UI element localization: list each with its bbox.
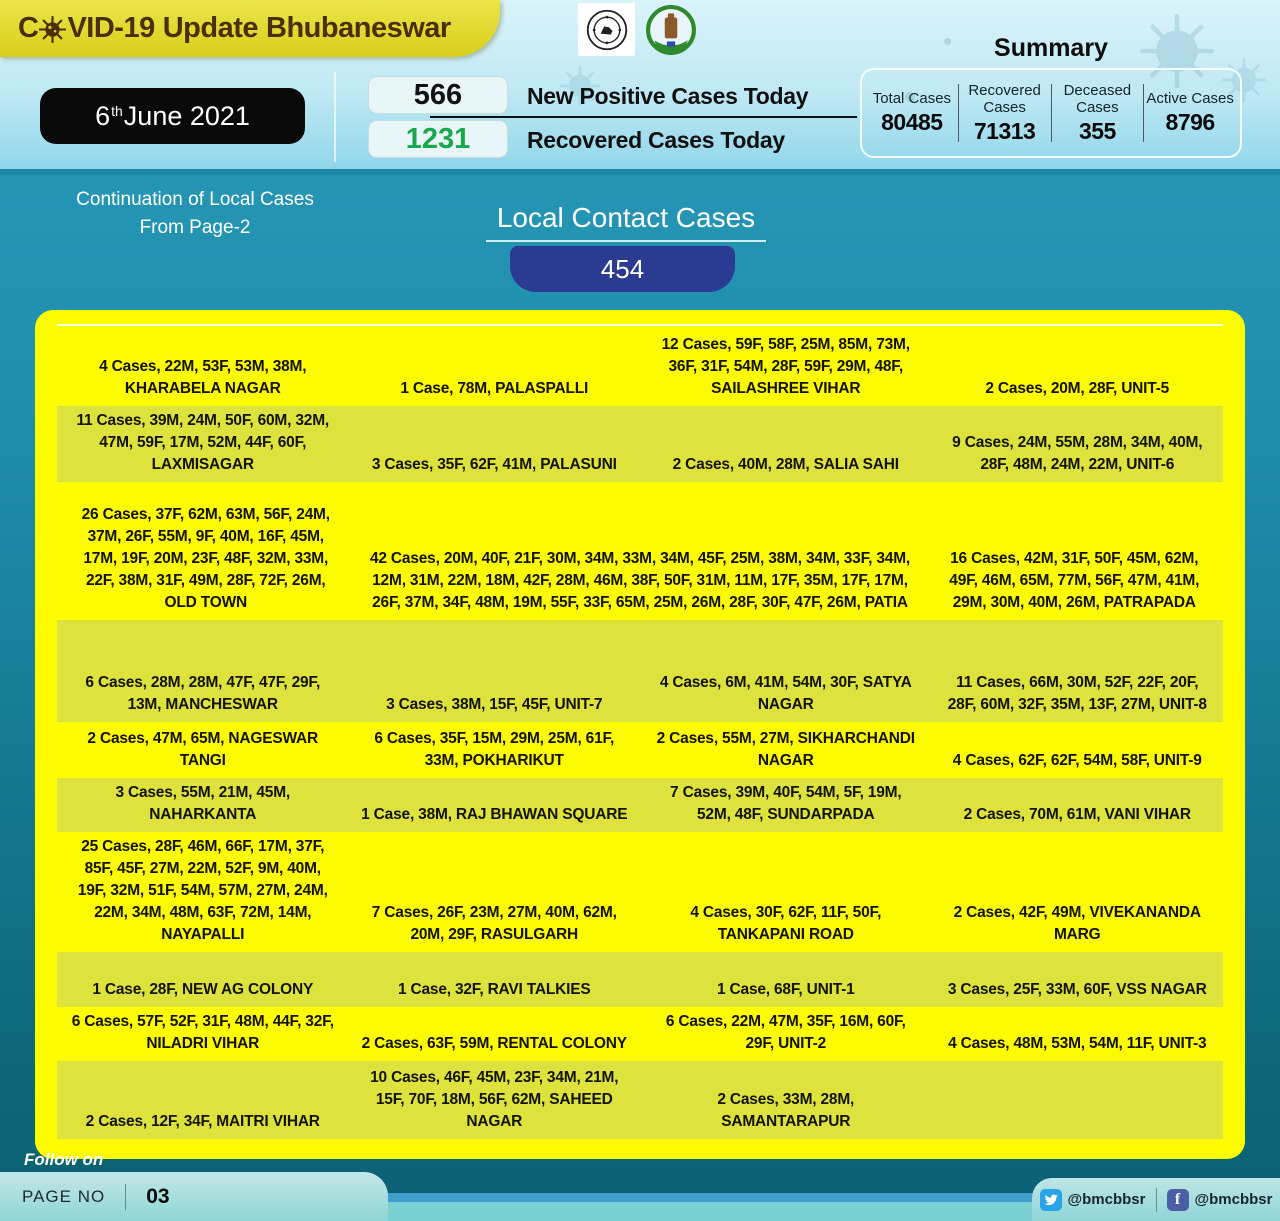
new-positive-label: New Positive Cases Today	[527, 83, 809, 109]
case-cell: 6 Cases, 22M, 47M, 35F, 16M, 60F, 29F, UNIT-2	[665, 1013, 906, 1052]
case-cell: 25 Cases, 28F, 46M, 66F, 17M, 37F, 85F, 45F, 27M, 22M, 52F, 9M, 40M, 19F, 32M, 51F, 54M, 57M, 27M, 24M, 22M, 34M, 48M, 63F, 72M, 14M, NAYAPALLI	[77, 838, 328, 943]
case-cell: 9 Cases, 24M, 55M, 28M, 34M, 40M, 28F, 48M, 24M, 22M, UNIT-6	[952, 434, 1203, 473]
table-row	[57, 722, 1223, 778]
case-cell: 3 Cases, 38M, 15F, 45F, UNIT-7	[386, 696, 603, 713]
summary-box	[860, 68, 1242, 158]
case-cell: 6 Cases, 57F, 52F, 31F, 48M, 44F, 32F, NILADRI VIHAR	[71, 1013, 334, 1052]
date-day: 6	[95, 100, 111, 131]
title-update: Update	[162, 12, 259, 44]
table-row	[57, 482, 1223, 620]
table-top-rule	[57, 310, 1223, 326]
cases-table	[35, 310, 1245, 1159]
case-cell: 2 Cases, 20M, 28F, UNIT-5	[985, 380, 1170, 397]
top-header	[0, 0, 1280, 175]
facebook-handle[interactable]: @bmcbbsr	[1194, 1191, 1273, 1208]
title-covid-prefix: C	[18, 12, 39, 44]
table-row	[57, 406, 1223, 482]
title-covid-suffix: VID-19	[67, 12, 155, 44]
case-cell: 2 Cases, 63F, 59M, RENTAL COLONY	[361, 1035, 627, 1052]
header-divider	[334, 72, 336, 162]
bmc-logo	[642, 3, 699, 56]
continuation-note	[30, 186, 360, 242]
case-cell: 16 Cases, 42M, 31F, 50F, 45M, 62M, 49F, 46M, 65M, 77M, 56F, 47M, 41M, 29M, 30M, 40M, 26M, PATRAPADA	[949, 550, 1200, 611]
date-pill	[40, 88, 305, 144]
case-cell: 4 Cases, 62F, 62F, 54M, 58F, UNIT-9	[952, 752, 1202, 769]
table-row	[57, 832, 1223, 952]
facebook-link[interactable]	[1167, 1189, 1273, 1211]
case-cell: 2 Cases, 33M, 28M, SAMANTARAPUR	[717, 1091, 855, 1130]
case-cell: 3 Cases, 35F, 62F, 41M, PALASUNI	[371, 456, 617, 473]
social-tab	[1032, 1178, 1280, 1221]
local-contact-count-badge: 454	[510, 246, 735, 292]
summary-label: Recovered Cases	[968, 81, 1041, 116]
date-rest: June 2021	[123, 100, 250, 131]
page-no-label: PAGE NO	[22, 1186, 106, 1206]
summary-label: Active Cases	[1146, 90, 1234, 107]
summary-value: 355	[1078, 117, 1116, 144]
new-positive-count: 566	[368, 76, 508, 114]
case-cell: 3 Cases, 25F, 33M, 60F, VSS NAGAR	[947, 981, 1207, 998]
page-tab-divider	[125, 1184, 126, 1210]
page-no-value: 03	[146, 1184, 170, 1208]
case-cell: 1 Case, 68F, UNIT-1	[717, 981, 855, 998]
case-cell: 11 Cases, 39M, 24M, 50F, 60M, 32M, 47M, 59F, 17M, 52M, 44F, 60F, LAXMISAGAR	[76, 412, 330, 473]
summary-label: Total Cases	[872, 90, 952, 107]
case-cell: 12 Cases, 59F, 58F, 25M, 85M, 73M, 36F, 31F, 54M, 28F, 59F, 29M, 48F, SAILASHREE VIHAR	[661, 336, 910, 397]
twitter-handle[interactable]: @bmcbbsr	[1067, 1191, 1146, 1208]
case-cell: 2 Cases, 55M, 27M, SIKHARCHANDI NAGAR	[656, 730, 915, 769]
odisha-seal-logo	[578, 3, 635, 56]
continuation-line2: From Page-2	[139, 217, 251, 238]
case-cell: 6 Cases, 35F, 15M, 29M, 25M, 61F, 33M, POKHARIKUT	[374, 730, 615, 769]
title-banner	[0, 0, 500, 57]
summary-title: Summary	[994, 34, 1108, 62]
case-cell: 2 Cases, 47M, 65M, NAGESWAR TANGI	[87, 730, 319, 769]
case-cell: 11 Cases, 66M, 30M, 52F, 22F, 20F, 28F, 60M, 32F, 35M, 13F, 27M, UNIT-8	[947, 674, 1207, 713]
twitter-link[interactable]	[1040, 1189, 1146, 1211]
case-cell: 4 Cases, 30F, 62F, 11F, 50F, TANKAPANI ROAD	[690, 904, 882, 943]
case-cell: 2 Cases, 70M, 61M, VANI VIHAR	[963, 806, 1191, 823]
case-cell: 4 Cases, 6M, 41M, 54M, 30F, SATYA NAGAR	[659, 674, 912, 713]
case-cell: 2 Cases, 42F, 49M, VIVEKANANDA MARG	[953, 904, 1201, 943]
case-cell: 4 Cases, 22M, 53F, 53M, 38M, KHARABELA NAGAR	[99, 358, 307, 397]
case-cell: 4 Cases, 48M, 53M, 54M, 11F, UNIT-3	[948, 1035, 1207, 1052]
summary-value: 80485	[881, 109, 943, 135]
case-cell: 3 Cases, 55M, 21M, 45M, NAHARKANTA	[115, 784, 291, 823]
table-row	[57, 1061, 1223, 1139]
social-divider	[1156, 1188, 1157, 1212]
table-row	[57, 952, 1223, 1007]
summary-total-cases	[866, 90, 958, 136]
case-cell: 42 Cases, 20M, 40F, 21F, 30M, 34M, 33M, 34M, 45F, 25M, 38M, 34M, 33F, 34M, 12M, 31M, 22M, 18M, 42F, 28M, 46M, 38F, 50F, 31M, 11M, 17F, 35M, 17F, 17M, 26F, 37M, 34F, 48M, 19M, 55F, 33F, 65M, 25M, 26M, 28F, 30F, 47F, 26M, PATIA	[369, 550, 911, 611]
date-ordinal: th	[111, 103, 123, 119]
page-title	[18, 12, 451, 45]
twitter-icon[interactable]	[1040, 1189, 1062, 1211]
case-cell: 2 Cases, 40M, 28M, SALIA SAHI	[672, 456, 899, 473]
local-contact-title: Local Contact Cases	[486, 202, 766, 242]
case-cell: 10 Cases, 46F, 45M, 23F, 34M, 21M, 15F, 70F, 18M, 56F, 62M, SAHEED NAGAR	[370, 1069, 619, 1130]
recovered-label: Recovered Cases Today	[527, 127, 785, 153]
case-cell: 1 Case, 78M, PALASPALLI	[400, 380, 589, 397]
table-row	[57, 778, 1223, 832]
table-row	[57, 1007, 1223, 1061]
page-number-tab	[0, 1172, 388, 1221]
case-cell: 26 Cases, 37F, 62M, 63M, 56F, 24M, 37M, 26F, 55M, 9F, 40M, 16F, 45M, 17M, 19F, 20M, 23F, 48F, 32M, 33M, 22F, 38M, 31F, 49M, 28F, 72F, 26M, OLD TOWN	[81, 506, 330, 611]
summary-label: Deceased Cases	[1063, 81, 1132, 116]
case-cell: 7 Cases, 39M, 40F, 54M, 5F, 19M, 52M, 48F, SUNDARPADA	[670, 784, 902, 823]
case-cell: 2 Cases, 12F, 34F, MAITRI VIHAR	[85, 1113, 320, 1130]
summary-active-cases	[1144, 90, 1236, 136]
case-cell: 6 Cases, 28M, 28M, 47F, 47F, 29F, 13M, MANCHESWAR	[85, 674, 321, 713]
case-cell: 1 Case, 28F, NEW AG COLONY	[92, 981, 314, 998]
virus-icon	[39, 16, 66, 43]
case-cell: 1 Case, 32F, RAVI TALKIES	[397, 981, 591, 998]
table-row	[57, 620, 1223, 722]
summary-deceased-cases	[1052, 82, 1144, 145]
cases-table-body	[35, 326, 1245, 1139]
summary-value: 8796	[1165, 109, 1215, 135]
label-divider	[430, 116, 857, 118]
recovered-count: 1231	[368, 120, 508, 158]
title-city: Bhubaneswar	[266, 12, 451, 44]
follow-on-label: Follow on	[24, 1150, 104, 1169]
case-cell: 1 Case, 38M, RAJ BHAWAN SQUARE	[361, 806, 628, 823]
facebook-icon[interactable]: f	[1167, 1189, 1189, 1211]
continuation-line1: Continuation of Local Cases	[76, 189, 314, 210]
case-cell: 7 Cases, 26F, 23M, 27M, 40M, 62M, 20M, 29F, RASULGARH	[371, 904, 617, 943]
summary-recovered-cases	[959, 82, 1051, 145]
table-row	[57, 326, 1223, 406]
summary-value: 71313	[973, 117, 1036, 144]
